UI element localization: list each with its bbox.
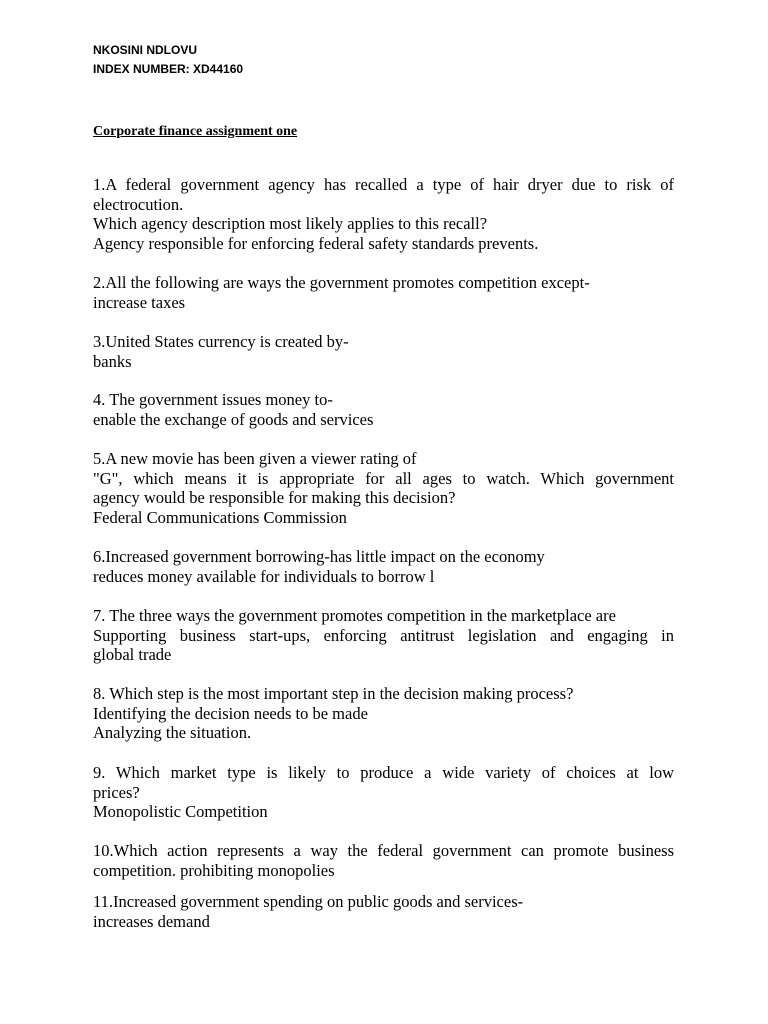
student-header <box>93 41 243 79</box>
assignment-title: Corporate finance assignment one <box>93 124 298 139</box>
answer-text: Federal Communications Commission <box>93 507 347 527</box>
question-text: 1.A federal government agency has recalled a type of hair dryer due to risk of <box>93 175 674 194</box>
question-text: 9. Which market type is likely to produce a wide variety of choices at low <box>93 763 674 782</box>
question-text: 2.All the following are ways the government promotes competition except- <box>93 273 590 292</box>
question-11 <box>93 892 674 931</box>
answer-text: Agency responsible for enforcing federal safety standards prevents. <box>93 233 539 253</box>
answer-text: enable the exchange of goods and services <box>93 409 374 429</box>
question-1 <box>93 175 674 253</box>
question-4 <box>93 390 674 429</box>
question-10 <box>93 841 674 880</box>
answer-text: reduces money available for individuals to borrow l <box>93 566 435 586</box>
answer-text: Supporting business start-ups, enforcing antitrust legislation and engaging in <box>93 625 674 645</box>
question-text: agency would be responsible for making this decision? <box>93 488 456 508</box>
question-text: 8. Which step is the most important step in the decision making process? <box>93 684 574 703</box>
question-text: 7. The three ways the government promotes competition in the marketplace are <box>93 606 616 625</box>
question-text: 4. The government issues money to- <box>93 390 333 409</box>
question-2 <box>93 273 674 312</box>
question-text: 5.A new movie has been given a viewer rating of <box>93 449 417 468</box>
question-text: Which agency description most likely applies to this recall? <box>93 214 488 234</box>
answer-text: increase taxes <box>93 292 186 312</box>
question-8 <box>93 684 674 743</box>
question-5 <box>93 449 674 527</box>
question-9 <box>93 763 674 822</box>
question-text: 11.Increased government spending on public goods and services- <box>93 892 524 911</box>
answer-text: Identifying the decision needs to be made <box>93 703 368 723</box>
index-number: INDEX NUMBER: XD44160 <box>93 62 244 76</box>
student-name: NKOSINI NDLOVU <box>93 43 198 57</box>
question-7 <box>93 606 674 665</box>
answer-text: Analyzing the situation. <box>93 723 252 743</box>
answer-text: competition. prohibiting monopolies <box>93 860 335 880</box>
question-3 <box>93 332 674 371</box>
question-text: prices? <box>93 782 140 802</box>
answer-text: increases demand <box>93 911 210 931</box>
question-text: electrocution. <box>93 194 184 214</box>
answer-text: banks <box>93 351 132 371</box>
question-text: 10.Which action represents a way the federal government can promote business <box>93 841 674 860</box>
question-text: 3.United States currency is created by- <box>93 332 349 351</box>
question-text: "G", which means it is appropriate for all ages to watch. Which government <box>93 468 674 488</box>
question-text: 6.Increased government borrowing-has little impact on the economy <box>93 547 545 566</box>
answer-text: global trade <box>93 645 172 665</box>
answer-text: Monopolistic Competition <box>93 802 268 822</box>
question-6 <box>93 547 674 586</box>
